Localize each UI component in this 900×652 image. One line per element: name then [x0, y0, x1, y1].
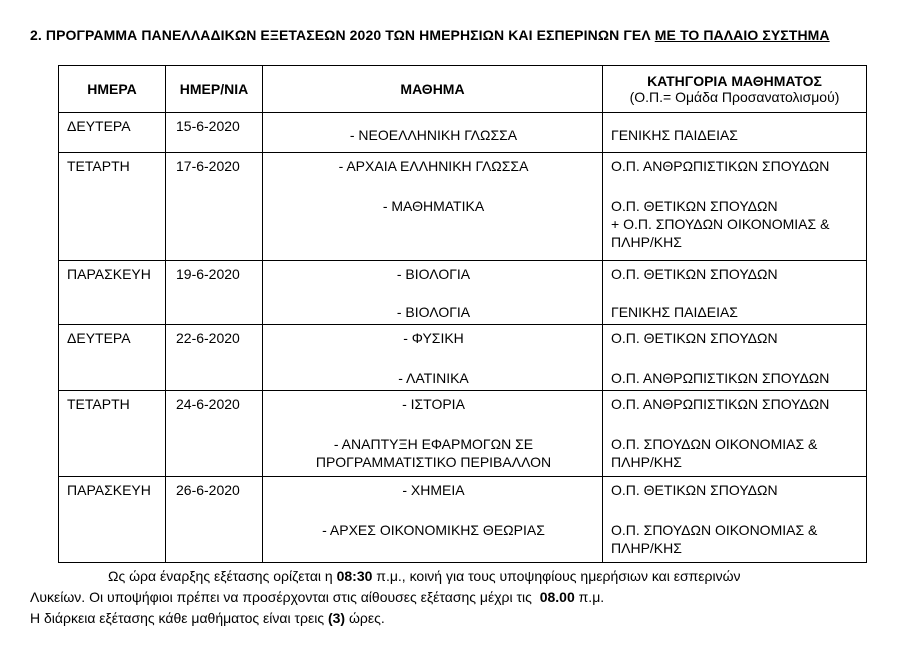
table-header-row	[59, 66, 867, 113]
row-subject: - ΑΝΑΠΤΥΞΗ ΕΦΑΡΜΟΓΩΝ ΣΕ	[333, 436, 534, 452]
start-time-value: 08:30	[336, 568, 373, 584]
title-main: 2. ΠΡΟΓΡΑΜΜΑ ΠΑΝΕΛΛΑΔΙΚΩΝ ΕΞΕΤΑΣΕΩΝ 2020 ΤΩΝ ΗΜΕΡΗΣΙΩΝ ΚΑΙ ΕΣΠΕΡΙΝΩΝ ΓΕΛ	[30, 27, 651, 43]
row-category: Ο.Π. ΑΝΘΡΩΠΙΣΤΙΚΩΝ ΣΠΟΥΔΩΝ	[611, 370, 830, 386]
row-category: ΠΛΗΡ/ΚΗΣ	[611, 234, 682, 250]
row-category: Ο.Π. ΘΕΤΙΚΩΝ ΣΠΟΥΔΩΝ	[611, 266, 778, 282]
row-category: ΓΕΝΙΚΗΣ ΠΑΙΔΕΙΑΣ	[611, 304, 738, 320]
table-row	[59, 153, 867, 261]
exam-schedule-table	[58, 65, 867, 563]
duration-value: (3)	[327, 610, 346, 626]
header-category-note: (Ο.Π.= Ομάδα Προσανατολισμού)	[629, 89, 840, 105]
row-category: ΠΛΗΡ/ΚΗΣ	[611, 454, 682, 470]
row-day: ΤΕΤΑΡΤΗ	[67, 396, 130, 412]
row-category: Ο.Π. ΣΠΟΥΔΩΝ ΟΙΚΟΝΟΜΙΑΣ &	[611, 522, 818, 538]
row-category: + Ο.Π. ΣΠΟΥΔΩΝ ΟΙΚΟΝΟΜΙΑΣ &	[611, 216, 830, 232]
row-subject: - ΜΑΘΗΜΑΤΙΚΑ	[382, 198, 485, 214]
row-subject: - ΝΕΟΕΛΛΗΝΙΚΗ ΓΛΩΣΣΑ	[349, 127, 518, 143]
table-row	[59, 391, 867, 477]
row-category: Ο.Π. ΘΕΤΙΚΩΝ ΣΠΟΥΔΩΝ	[611, 330, 778, 346]
document-title	[30, 27, 830, 43]
row-day: ΤΕΤΑΡΤΗ	[67, 158, 130, 174]
header-category	[603, 66, 867, 113]
note-duration: Η διάρκεια εξέτασης κάθε μαθήματος είναι τρεις (3) ώρες.	[30, 610, 385, 626]
row-date: 15-6-2020	[176, 118, 240, 134]
table-row	[59, 261, 867, 325]
row-category: ΠΛΗΡ/ΚΗΣ	[611, 540, 682, 556]
row-date: 24-6-2020	[176, 396, 240, 412]
header-subject: ΜΑΘΗΜΑ	[263, 66, 603, 113]
header-date: ΗΜΕΡ/ΝΙΑ	[166, 66, 263, 113]
row-subject: - ΧΗΜΕΙΑ	[402, 482, 465, 498]
row-subject: - ΑΡΧΕΣ ΟΙΚΟΝΟΜΙΚΗΣ ΘΕΩΡΙΑΣ	[322, 522, 545, 538]
row-subject: - ΛΑΤΙΝΙΚΑ	[398, 370, 469, 386]
row-date: 17-6-2020	[176, 158, 240, 174]
note-arrival-time: Λυκείων. Οι υποψήφιοι πρέπει να προσέρχονται στις αίθουσες εξέτασης μέχρι τις 08.00 π.μ.	[30, 589, 605, 605]
row-day: ΔΕΥΤΕΡΑ	[67, 330, 131, 346]
row-subject: - ΒΙΟΛΟΓΙΑ	[396, 266, 471, 282]
row-date: 22-6-2020	[176, 330, 240, 346]
note-start-time: Ως ώρα έναρξης εξέτασης ορίζεται η 08:30 π.μ., κοινή για τους υποψηφίους ημερήσιων και εσπερινών	[108, 568, 741, 584]
table-row	[59, 113, 867, 153]
exam-notes	[30, 566, 880, 629]
row-category: ΓΕΝΙΚΗΣ ΠΑΙΔΕΙΑΣ	[611, 127, 738, 143]
title-underlined: ΜΕ ΤΟ ΠΑΛΑΙΟ ΣΥΣΤΗΜΑ	[654, 27, 830, 43]
row-category: Ο.Π. ΘΕΤΙΚΩΝ ΣΠΟΥΔΩΝ	[611, 482, 778, 498]
arrival-time-value: 08.00	[539, 589, 575, 605]
row-day: ΠΑΡΑΣΚΕΥΗ	[67, 482, 151, 498]
row-category: Ο.Π. ΘΕΤΙΚΩΝ ΣΠΟΥΔΩΝ	[611, 198, 778, 214]
table-row	[59, 477, 867, 563]
header-day: ΗΜΕΡΑ	[59, 66, 166, 113]
row-date: 26-6-2020	[176, 482, 240, 498]
header-category-label: ΚΑΤΗΓΟΡΙΑ ΜΑΘΗΜΑΤΟΣ	[647, 73, 822, 89]
row-category: Ο.Π. ΑΝΘΡΩΠΙΣΤΙΚΩΝ ΣΠΟΥΔΩΝ	[611, 396, 830, 412]
row-subject: - ΑΡΧΑΙΑ ΕΛΛΗΝΙΚΗ ΓΛΩΣΣΑ	[338, 158, 529, 174]
row-subject: - ΒΙΟΛΟΓΙΑ	[396, 304, 471, 320]
table-row	[59, 325, 867, 391]
row-subject: - ΦΥΣΙΚΗ	[403, 330, 464, 346]
row-subject: ΠΡΟΓΡΑΜΜΑΤΙΣΤΙΚΟ ΠΕΡΙΒΑΛΛΟΝ	[315, 454, 552, 470]
row-day: ΔΕΥΤΕΡΑ	[67, 118, 131, 134]
row-category: Ο.Π. ΣΠΟΥΔΩΝ ΟΙΚΟΝΟΜΙΑΣ &	[611, 436, 818, 452]
row-category: Ο.Π. ΑΝΘΡΩΠΙΣΤΙΚΩΝ ΣΠΟΥΔΩΝ	[611, 158, 830, 174]
row-subject: - ΙΣΤΟΡΙΑ	[402, 396, 465, 412]
row-day: ΠΑΡΑΣΚΕΥΗ	[67, 266, 151, 282]
row-date: 19-6-2020	[176, 266, 240, 282]
